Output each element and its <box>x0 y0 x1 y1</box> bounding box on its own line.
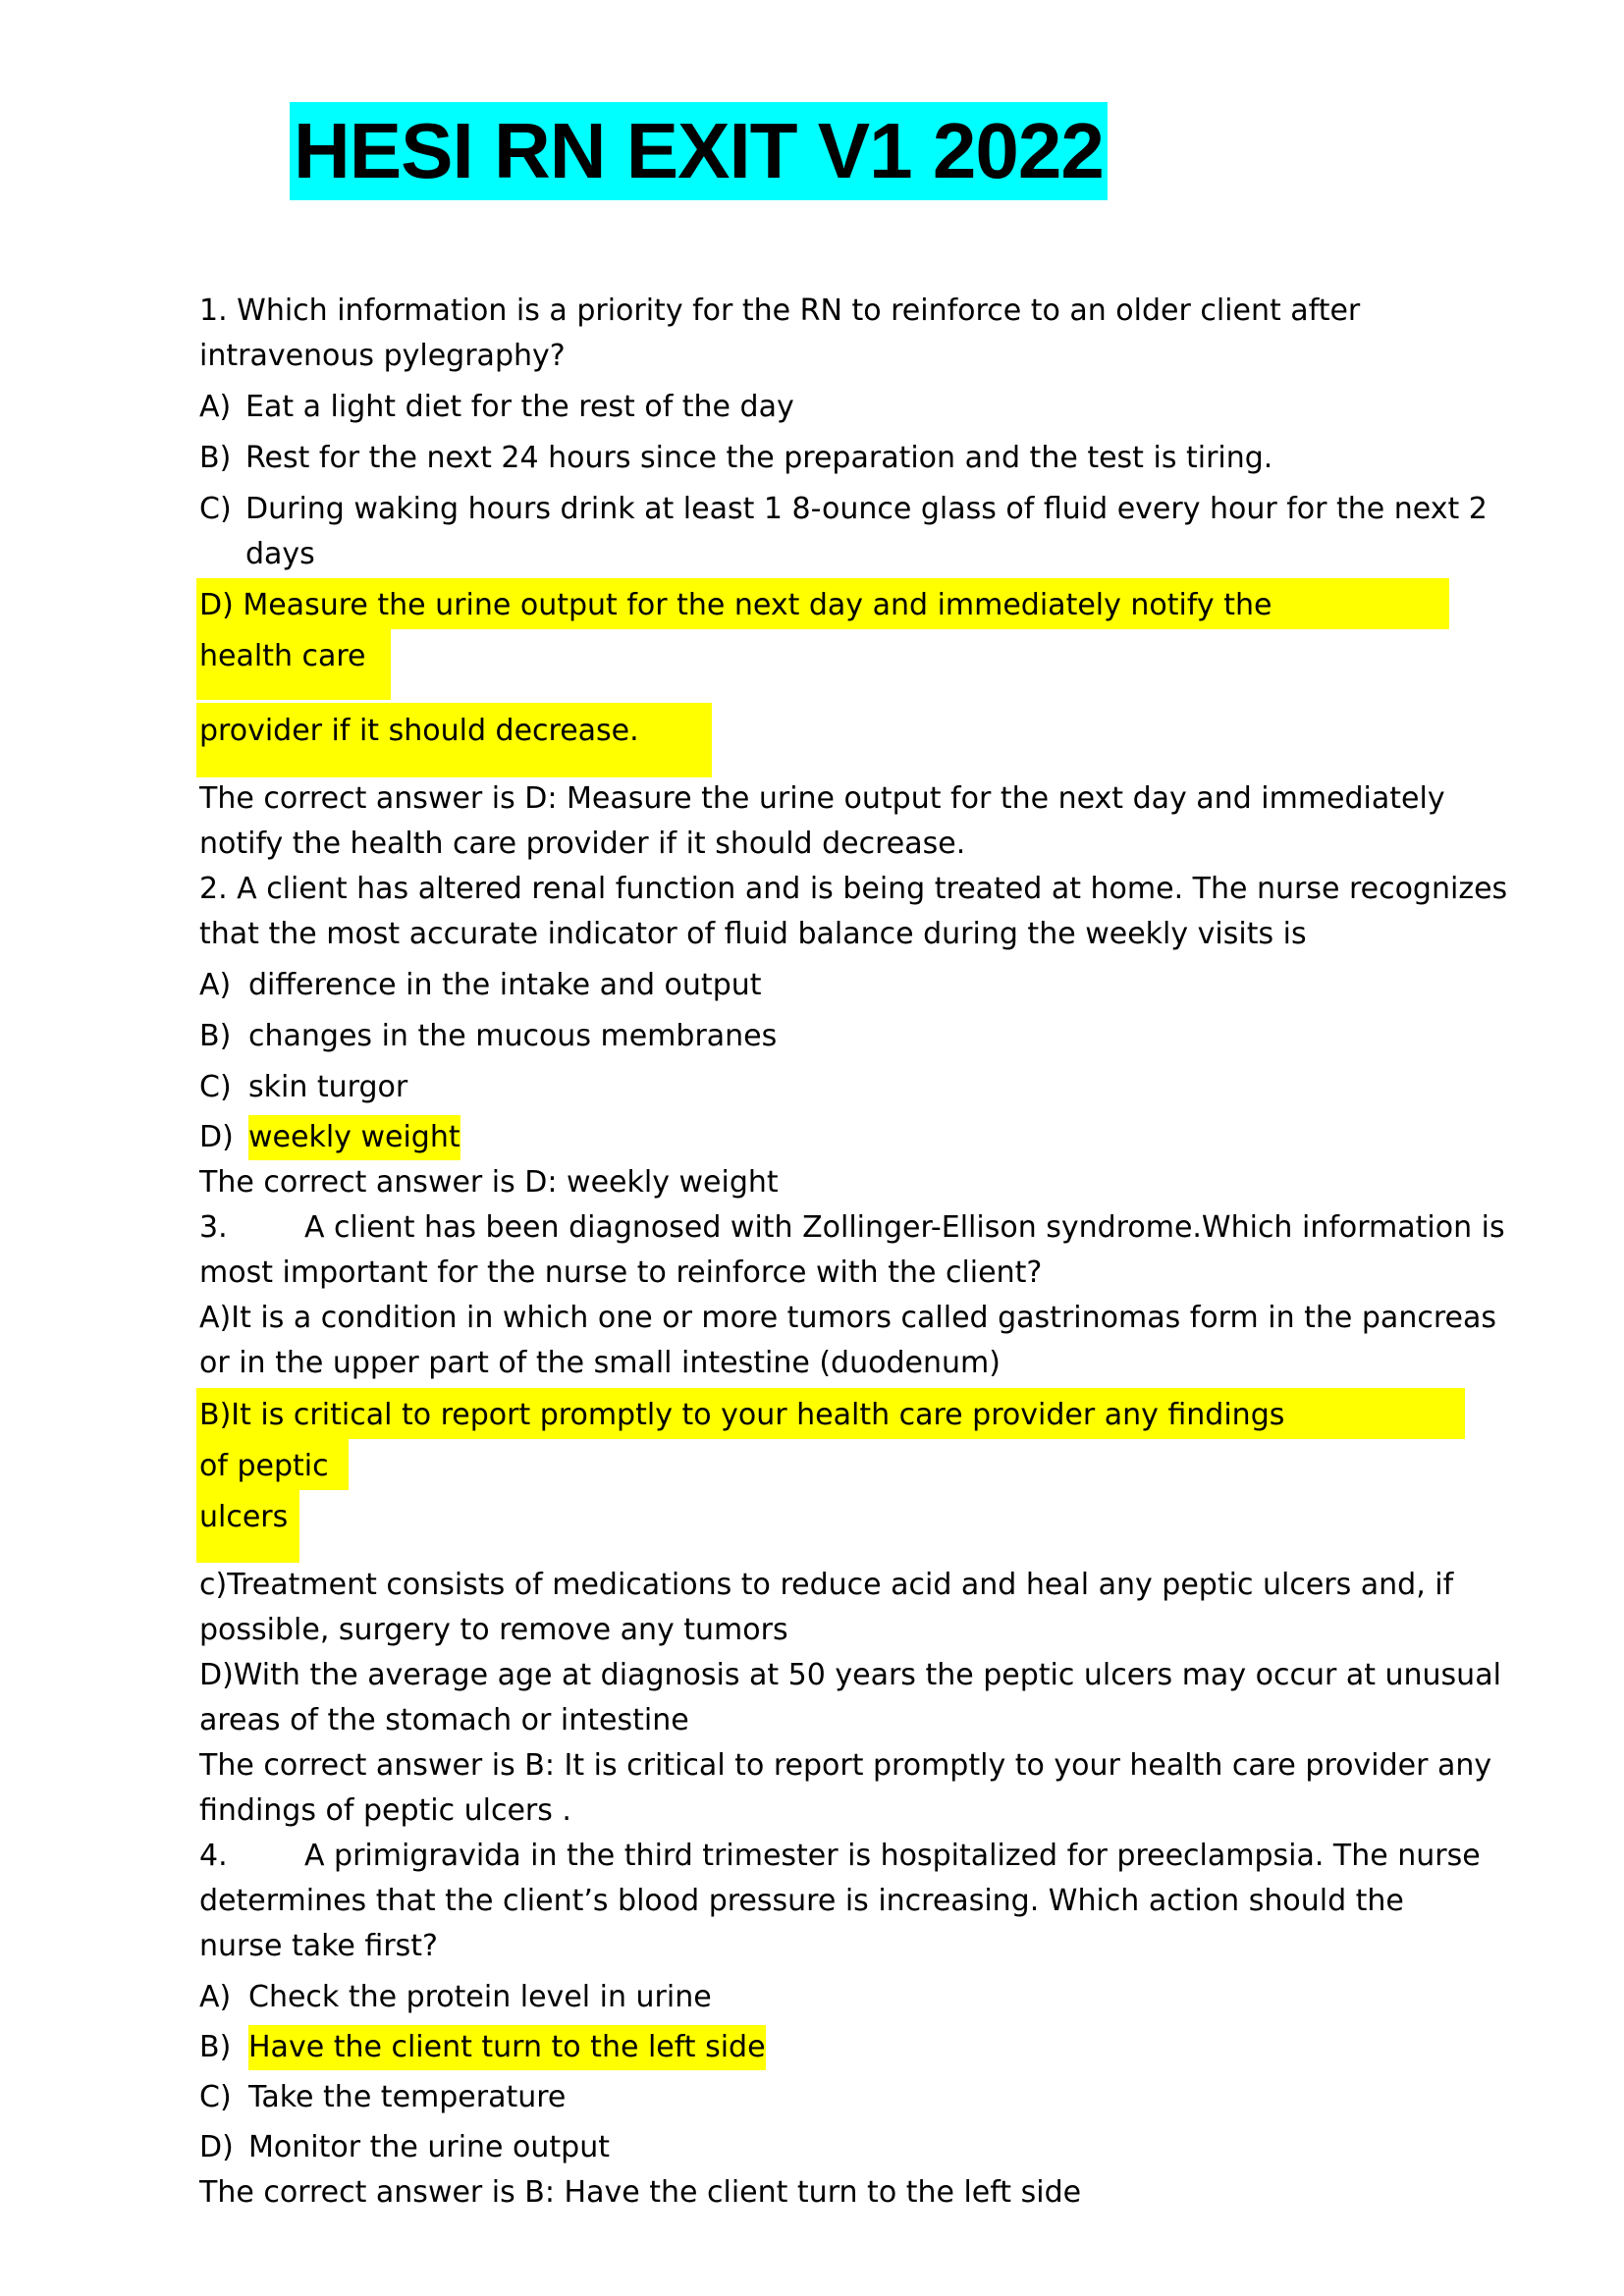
q4-option-d: Monitor the urine output <box>248 2130 610 2164</box>
q4-option-b-letter: B) <box>199 2030 232 2064</box>
q1-option-c-letter: C) <box>199 492 232 526</box>
q3-number: 3. <box>199 1210 228 1245</box>
q3-answer-line2: findings of peptic ulcers . <box>199 1793 571 1828</box>
q2-option-c: skin turgor <box>248 1070 408 1104</box>
q2-stem-line1: 2. A client has altered renal function and is being treated at home. The nurse recognizes <box>199 872 1508 906</box>
q4-option-a: Check the protein level in urine <box>248 1980 712 2014</box>
q2-option-d-letter: D) <box>199 1120 234 1154</box>
q4-option-c-letter: C) <box>199 2080 232 2114</box>
q1-answer-line2: notify the health care provider if it should decrease. <box>199 827 966 861</box>
q3-option-b-line3: ulcers <box>199 1500 289 1534</box>
q1-answer-line1: The correct answer is D: Measure the urine output for the next day and immediately <box>199 781 1445 816</box>
q4-stem-line2: determines that the client’s blood pressure is increasing. Which action should the <box>199 1884 1404 1918</box>
q1-option-b-letter: B) <box>199 441 232 475</box>
q4-option-c: Take the temperature <box>248 2080 567 2114</box>
page-title: HESI RN EXIT V1 2022 <box>290 102 1108 200</box>
q2-option-d: weekly weight <box>248 1115 460 1160</box>
q1-option-c-line1: During waking hours drink at least 1 8-ounce glass of fluid every hour for the next 2 <box>245 492 1488 526</box>
q3-option-c-line2: possible, surgery to remove any tumors <box>199 1613 788 1647</box>
q1-option-c-line2: days <box>245 537 315 571</box>
q1-option-a-letter: A) <box>199 390 232 424</box>
q3-stem-line1: A client has been diagnosed with Zollinger-Ellison syndrome.Which information is <box>304 1210 1505 1245</box>
q4-option-a-letter: A) <box>199 1980 232 2014</box>
q2-option-a: difference in the intake and output <box>248 968 762 1002</box>
q1-option-d-line2: health care <box>199 639 366 673</box>
q3-option-a-line2: or in the upper part of the small intestine (duodenum) <box>199 1346 1001 1380</box>
q2-answer: The correct answer is D: weekly weight <box>199 1165 779 1200</box>
q3-option-a-line1: A)It is a condition in which one or more tumors called gastrinomas form in the pancreas <box>199 1301 1496 1335</box>
q4-answer: The correct answer is B: Have the client turn to the left side <box>199 2175 1082 2210</box>
q1-option-b: Rest for the next 24 hours since the preparation and the test is tiring. <box>245 441 1273 475</box>
q4-number: 4. <box>199 1839 228 1873</box>
q3-option-b-line1: B)It is critical to report promptly to your health care provider any findings <box>199 1398 1285 1432</box>
q1-option-a: Eat a light diet for the rest of the day <box>245 390 794 424</box>
q1-stem-line1: 1. Which information is a priority for the RN to reinforce to an older client after <box>199 294 1361 328</box>
q4-option-d-letter: D) <box>199 2130 234 2164</box>
q4-stem-line3: nurse take first? <box>199 1929 438 1963</box>
q4-stem-line1: A primigravida in the third trimester is hospitalized for preeclampsia. The nurse <box>304 1839 1481 1873</box>
q3-answer-line1: The correct answer is B: It is critical to report promptly to your health care provider any <box>199 1748 1492 1783</box>
q3-option-c-line1: c)Treatment consists of medications to reduce acid and heal any peptic ulcers and, if <box>199 1568 1454 1602</box>
q1-option-d-line3: provider if it should decrease. <box>199 714 639 748</box>
q3-option-d-line1: D)With the average age at diagnosis at 50 years the peptic ulcers may occur at unusual <box>199 1658 1501 1692</box>
q2-option-b-letter: B) <box>199 1019 232 1053</box>
q4-option-b: Have the client turn to the left side <box>248 2025 766 2070</box>
q2-stem-line2: that the most accurate indicator of fluid balance during the weekly visits is <box>199 917 1307 951</box>
q2-option-c-letter: C) <box>199 1070 232 1104</box>
q2-option-a-letter: A) <box>199 968 232 1002</box>
q2-option-b: changes in the mucous membranes <box>248 1019 778 1053</box>
q1-option-d-line1: D) Measure the urine output for the next day and immediately notify the <box>199 588 1272 622</box>
q1-stem-line2: intravenous pylegraphy? <box>199 339 566 373</box>
q3-option-d-line2: areas of the stomach or intestine <box>199 1703 689 1737</box>
q3-option-b-line2: of peptic <box>199 1449 329 1483</box>
q3-stem-line2: most important for the nurse to reinforce with the client? <box>199 1255 1043 1290</box>
